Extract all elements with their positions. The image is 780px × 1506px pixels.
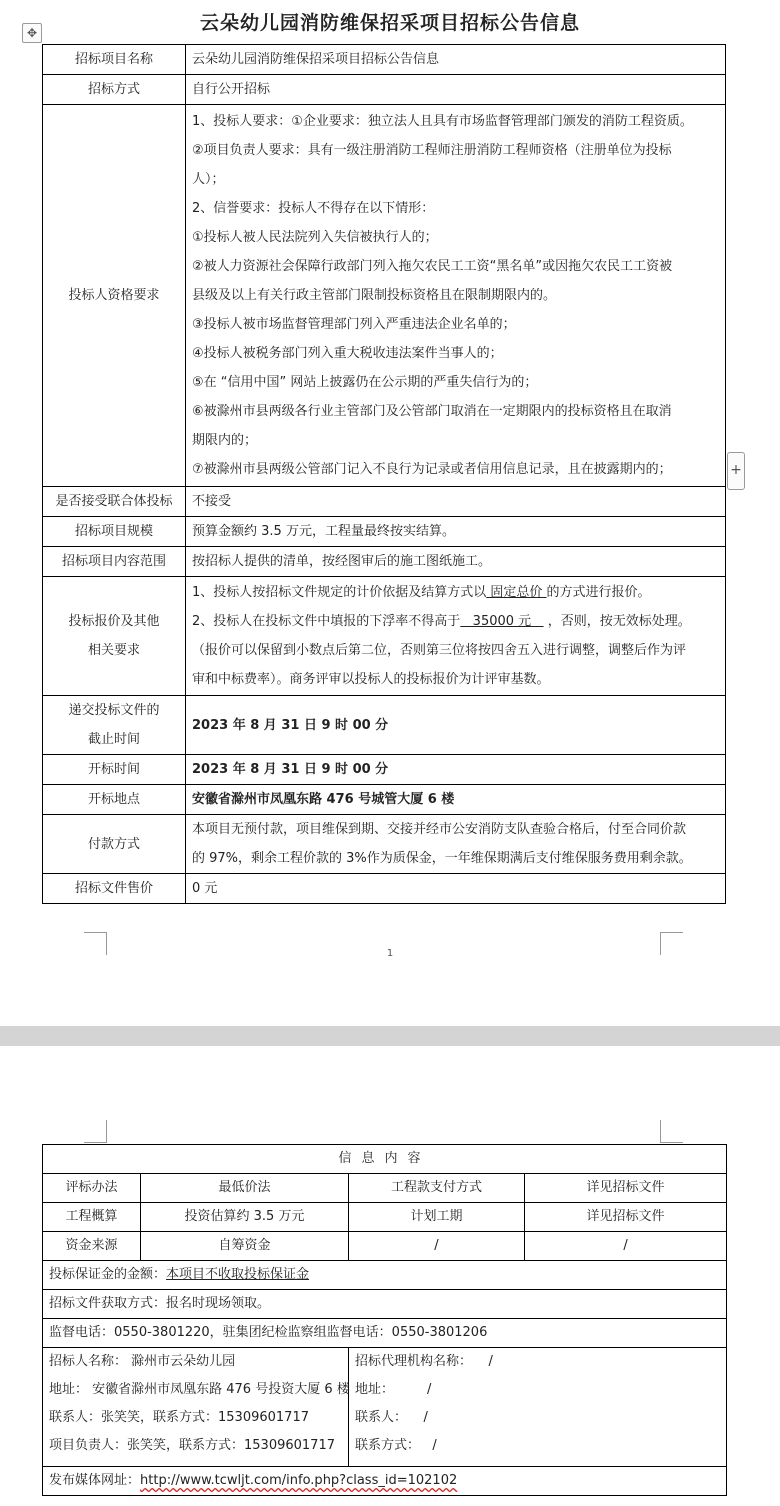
agency-line: 联系方式： / bbox=[355, 1438, 437, 1453]
pricing-value bbox=[186, 577, 726, 696]
deadline-label bbox=[43, 696, 186, 755]
table-cell: 最低价法 bbox=[141, 1174, 349, 1203]
qualification-line: 期限内的； bbox=[192, 433, 258, 448]
opening-place-label: 开标地点 bbox=[43, 785, 186, 815]
deadline-value: 2023 年 8 月 31 日 9 时 00 分 bbox=[186, 696, 726, 755]
media-url-link[interactable]: http://www.tcwljt.com/info.php?class_id=102102 bbox=[140, 1473, 458, 1488]
table-cell: 工程概算 bbox=[43, 1203, 141, 1232]
table-row bbox=[43, 45, 726, 75]
scope-value: 按招标人提供的清单，按经图审后的施工图纸施工。 bbox=[186, 547, 726, 577]
table-cell: 资金来源 bbox=[43, 1232, 141, 1261]
table-cell: 工程款支付方式 bbox=[349, 1174, 525, 1203]
qualification-line: ②被人力资源社会保障行政部门列入拖欠农民工工资“黑名单”或因拖欠农民工工资被 bbox=[192, 259, 673, 274]
agency-line: 联系人： / bbox=[355, 1410, 428, 1425]
agency-line: 招标代理机构名称： / bbox=[355, 1354, 493, 1369]
tender-info-table bbox=[42, 44, 726, 904]
agency-block bbox=[349, 1348, 727, 1467]
qualification-line: ③投标人被市场监督管理部门列入严重违法企业名单的； bbox=[192, 317, 516, 332]
qualification-line: ⑤在 “信用中国” 网站上披露仍在公示期的严重失信行为的； bbox=[192, 375, 538, 390]
fixed-price-term: 固定总价 bbox=[486, 585, 547, 600]
pricing-text: 1、投标人按招标文件规定的计价依据及结算方式以 bbox=[192, 585, 487, 600]
table-cell: 评标办法 bbox=[43, 1174, 141, 1203]
supervision-phone: 监督电话：0550-3801220，驻集团纪检监察组监督电话：0550-3801206 bbox=[43, 1319, 727, 1348]
pricing-text: 2、投标人在投标文件中填报的下浮率不得高于 bbox=[192, 614, 461, 629]
deposit-value: 本项目不收取投标保证金 bbox=[166, 1267, 310, 1282]
qualification-line: 1、投标人要求：①企业要求：独立法人且具有市场监督管理部门颁发的消防工程资质。 bbox=[192, 114, 693, 129]
table-row bbox=[43, 577, 726, 696]
info-table-header: 信息内容 bbox=[43, 1145, 727, 1174]
table-cell: / bbox=[349, 1232, 525, 1261]
payment-line: 的 97%，剩余工程价款的 3%作为质保金，一年维保期满后支付维保服务费用剩余款。 bbox=[192, 851, 692, 866]
table-row bbox=[43, 815, 726, 874]
tenderer-block bbox=[43, 1348, 349, 1467]
page-number: 1 bbox=[386, 948, 394, 959]
table-cell: 详见招标文件 bbox=[525, 1203, 727, 1232]
pricing-label bbox=[43, 577, 186, 696]
payment-label: 付款方式 bbox=[43, 815, 186, 874]
table-row bbox=[43, 874, 726, 904]
consortium-value: 不接受 bbox=[186, 487, 726, 517]
table-row bbox=[43, 517, 726, 547]
qualification-line: 2、信誉要求：投标人不得存在以下情形： bbox=[192, 201, 435, 216]
scale-value: 预算金额约 3.5 万元，工程量最终按实结算。 bbox=[186, 517, 726, 547]
table-row bbox=[43, 1174, 727, 1203]
deadline-label-line: 递交投标文件的 bbox=[68, 703, 160, 718]
table-row bbox=[43, 1290, 727, 1319]
table-row bbox=[43, 696, 726, 755]
table-cell: / bbox=[525, 1232, 727, 1261]
pricing-line bbox=[192, 578, 721, 607]
page-gap bbox=[0, 1026, 780, 1046]
doc-price-value: 0 元 bbox=[186, 874, 726, 904]
qualification-line: 县级及以上有关行政主管部门限制投标资格且在限制期限内的。 bbox=[192, 288, 557, 303]
move-icon[interactable]: ✥ bbox=[22, 23, 42, 43]
table-row bbox=[43, 487, 726, 517]
document-title: 云朵幼儿园消防维保招采项目招标公告信息 bbox=[199, 12, 580, 34]
payment-value bbox=[186, 815, 726, 874]
agency-line: 地址： / bbox=[355, 1382, 432, 1397]
method-label: 招标方式 bbox=[43, 75, 186, 105]
table-row bbox=[43, 1319, 727, 1348]
qualification-value bbox=[186, 105, 726, 487]
deposit-row bbox=[43, 1261, 727, 1290]
page-corner-mark bbox=[660, 1120, 683, 1143]
table-row bbox=[43, 1467, 727, 1496]
page-corner-mark bbox=[84, 1120, 107, 1143]
pricing-line bbox=[192, 607, 721, 636]
doc-price-label: 招标文件售价 bbox=[43, 874, 186, 904]
pricing-text: ，否则，按无效标处理。 bbox=[543, 614, 691, 629]
table-row bbox=[43, 105, 726, 487]
pricing-text: 的方式进行报价。 bbox=[546, 585, 651, 600]
opening-time-label: 开标时间 bbox=[43, 755, 186, 785]
table-row bbox=[43, 1145, 727, 1174]
qualification-label: 投标人资格要求 bbox=[43, 105, 186, 487]
pricing-line: 审和中标费率）。商务评审以投标人的投标报价为计评审基数。 bbox=[192, 672, 550, 687]
media-label: 发布媒体网址： bbox=[49, 1473, 141, 1488]
method-value: 自行公开招标 bbox=[186, 75, 726, 105]
scope-label: 招标项目内容范围 bbox=[43, 547, 186, 577]
table-row bbox=[43, 1232, 727, 1261]
project-name-value: 云朵幼儿园消防维保招采项目招标公告信息 bbox=[186, 45, 726, 75]
table-row bbox=[43, 1348, 727, 1467]
deposit-label: 投标保证金的金额： bbox=[49, 1267, 167, 1282]
qualification-line: ②项目负责人要求：具有一级注册消防工程师注册消防工程师资格（注册单位为投标 bbox=[192, 143, 672, 158]
pricing-label-line: 相关要求 bbox=[87, 643, 140, 658]
obtain-method: 招标文件获取方式：报名时现场领取。 bbox=[43, 1290, 727, 1319]
table-row bbox=[43, 785, 726, 815]
table-row bbox=[43, 1203, 727, 1232]
table-cell: 计划工期 bbox=[349, 1203, 525, 1232]
deadline-label-line: 截止时间 bbox=[87, 732, 140, 747]
table-row bbox=[43, 547, 726, 577]
scale-label: 招标项目规模 bbox=[43, 517, 186, 547]
tenderer-line: 地址： 安徽省滁州市凤凰东路 476 号投资大厦 6 楼 bbox=[49, 1382, 350, 1397]
opening-time-value: 2023 年 8 月 31 日 9 时 00 分 bbox=[186, 755, 726, 785]
pricing-line: （报价可以保留到小数点后第二位，否则第三位将按四舍五入进行调整，调整后作为评 bbox=[192, 643, 687, 658]
payment-line: 本项目无预付款，项目维保到期、交接并经市公安消防支队查验合格后，付至合同价款 bbox=[192, 822, 687, 837]
table-row bbox=[43, 75, 726, 105]
project-name-label: 招标项目名称 bbox=[43, 45, 186, 75]
qualification-line: ⑦被滁州市县两级公管部门记入不良行为记录或者信用信息记录，且在披露期内的； bbox=[192, 462, 672, 477]
qualification-line: ④投标人被税务部门列入重大税收违法案件当事人的； bbox=[192, 346, 503, 361]
opening-place-value: 安徽省滁州市凤凰东路 476 号城管大厦 6 楼 bbox=[186, 785, 726, 815]
pricing-label-line: 投标报价及其他 bbox=[68, 614, 160, 629]
consortium-label: 是否接受联合体投标 bbox=[43, 487, 186, 517]
tenderer-line: 项目负责人：张笑笑，联系方式：15309601717 bbox=[49, 1438, 335, 1453]
table-cell: 自筹资金 bbox=[141, 1232, 349, 1261]
table-cell: 投资估算约 3.5 万元 bbox=[141, 1203, 349, 1232]
qualification-line: ⑥被滁州市县两级各行业主管部门及公管部门取消在一定期限内的投标资格且在取消 bbox=[192, 404, 672, 419]
table-cell: 详见招标文件 bbox=[525, 1174, 727, 1203]
max-rate-value: 35000 元 bbox=[460, 614, 544, 629]
media-row bbox=[43, 1467, 727, 1496]
table-row bbox=[43, 755, 726, 785]
plus-icon[interactable]: + bbox=[727, 452, 745, 490]
document-page-2 bbox=[0, 1046, 780, 1506]
qualification-line: 人）； bbox=[192, 172, 225, 187]
tenderer-line: 招标人名称： 滁州市云朵幼儿园 bbox=[49, 1354, 236, 1369]
qualification-line: ①投标人被人民法院列入失信被执行人的； bbox=[192, 230, 438, 245]
tenderer-line: 联系人：张笑笑，联系方式：15309601717 bbox=[49, 1410, 309, 1425]
info-summary-table bbox=[42, 1144, 727, 1496]
table-row bbox=[43, 1261, 727, 1290]
